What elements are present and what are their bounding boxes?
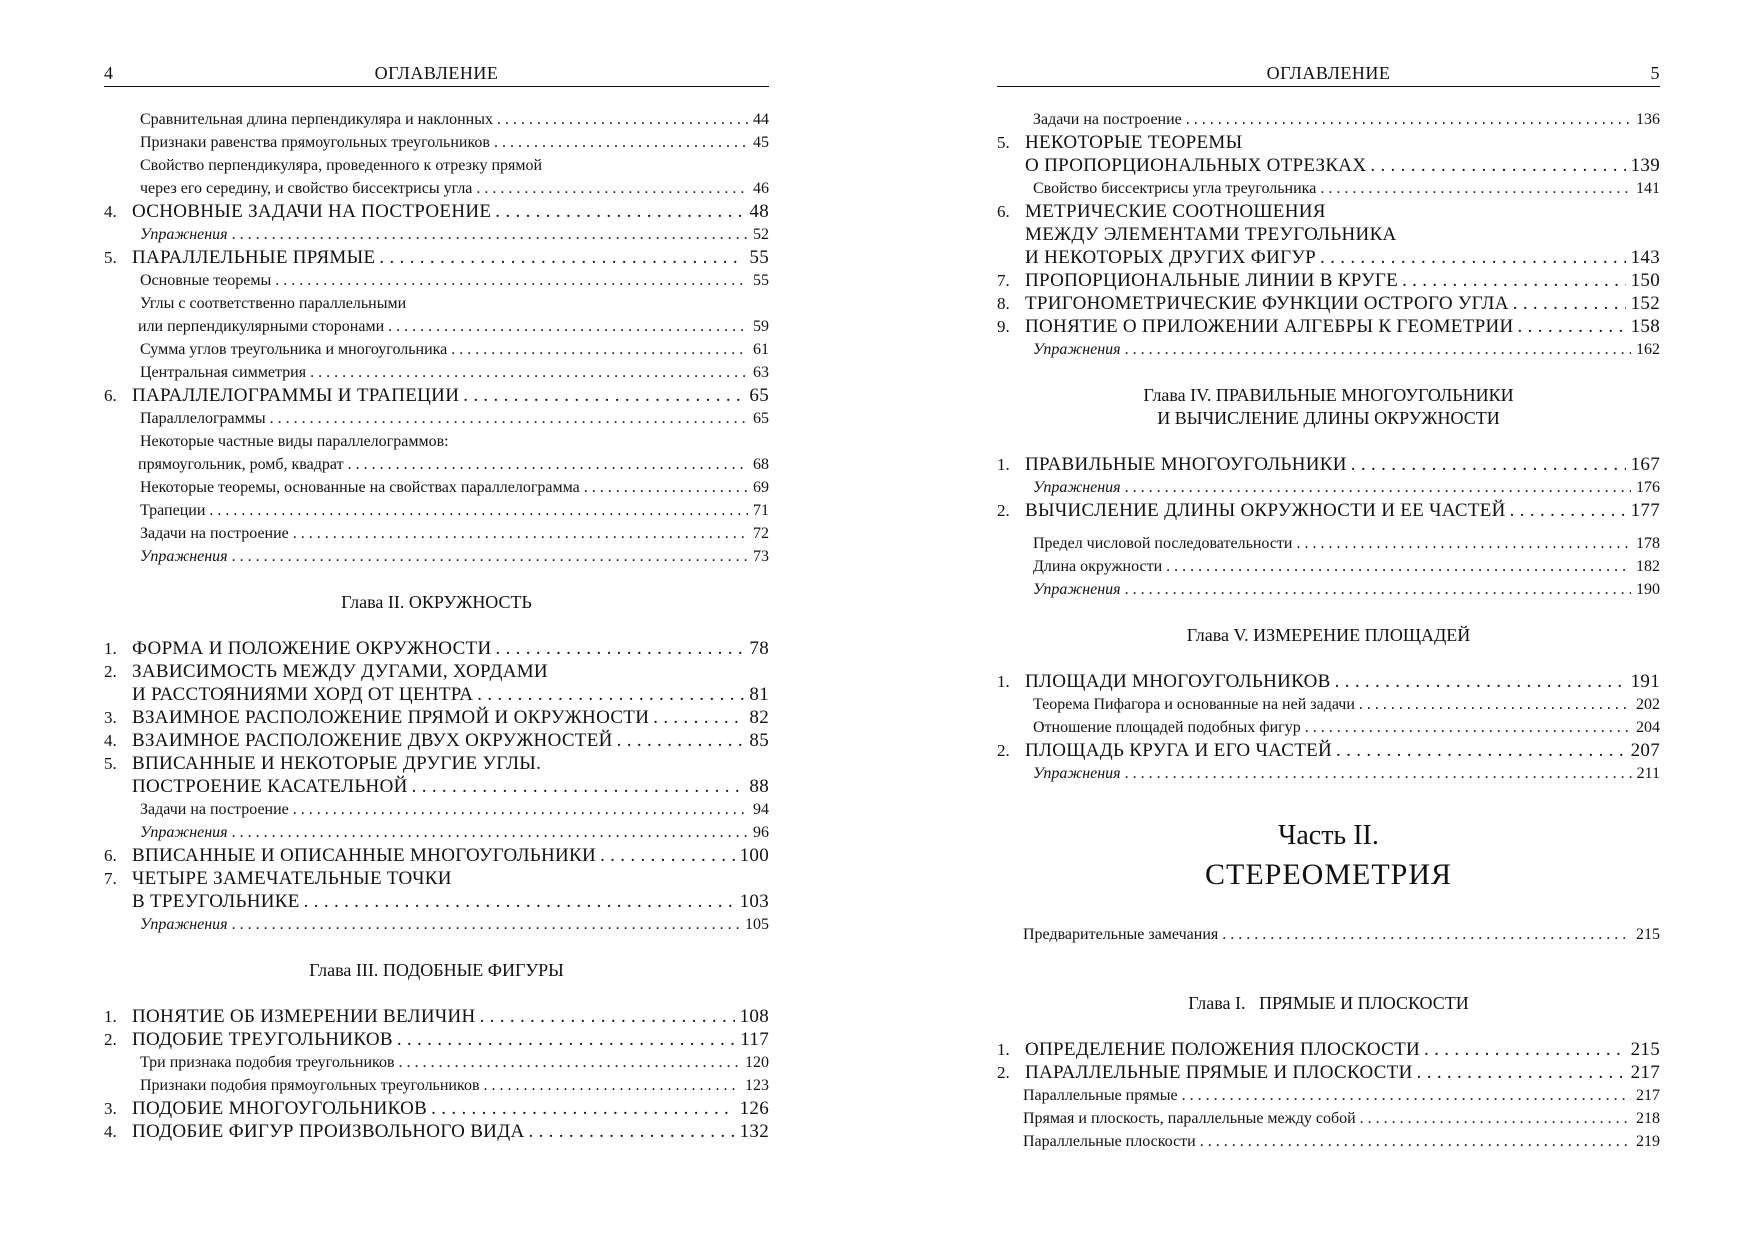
toc-left bbox=[104, 108, 769, 1143]
toc-section: 5. ПАРАЛЛЕЛЬНЫЕ ПРЯМЫЕ . . . 55 bbox=[104, 246, 769, 269]
running-head-left bbox=[104, 60, 769, 87]
toc-section: 1. ОПРЕДЕЛЕНИЕ ПОЛОЖЕНИЯ ПЛОСКОСТИ . . . 215 bbox=[997, 1038, 1660, 1061]
toc-section: 2. ПЛОЩАДЬ КРУГА И ЕГО ЧАСТЕЙ . . . 207 bbox=[997, 739, 1660, 762]
toc-entry: Некоторые частные виды параллелограммов: bbox=[140, 433, 449, 450]
toc-section: 6. МЕТРИЧЕСКИЕ СООТНОШЕНИЯ bbox=[997, 201, 1326, 222]
toc-entry: Признаки подобия прямоугольных треугольников . . . 123 bbox=[104, 1074, 769, 1097]
toc-section: 5. ВПИСАННЫЕ И НЕКОТОРЫЕ ДРУГИЕ УГЛЫ. bbox=[104, 753, 542, 774]
toc-entry: Длина окружности . . . 182 bbox=[997, 555, 1660, 578]
toc-entry: Три признака подобия треугольников . . . 120 bbox=[104, 1051, 769, 1074]
part-title: Часть II. bbox=[1278, 820, 1379, 851]
toc-entry: Задачи на построение . . . 72 bbox=[104, 522, 769, 545]
toc-section: 7. ПРОПОРЦИОНАЛЬНЫЕ ЛИНИИ В КРУГЕ . . . 150 bbox=[997, 269, 1660, 292]
toc-section: 2. ПАРАЛЛЕЛЬНЫЕ ПРЯМЫЕ И ПЛОСКОСТИ . . . 217 bbox=[997, 1061, 1660, 1084]
toc-section: 8. ТРИГОНОМЕТРИЧЕСКИЕ ФУНКЦИИ ОСТРОГО УГЛА . . . 152 bbox=[997, 292, 1660, 315]
toc-entry: или перпендикулярными сторонами . . . 59 bbox=[104, 315, 769, 338]
page-number: 4 bbox=[104, 63, 114, 83]
chapter-heading-cont: И ВЫЧИСЛЕНИЕ ДЛИНЫ ОКРУЖНОСТИ bbox=[1157, 408, 1500, 428]
toc-section: 2. ЗАВИСИМОСТЬ МЕЖДУ ДУГАМИ, ХОРДАМИ bbox=[104, 661, 548, 682]
toc-exercises: Упражнения . . . 73 bbox=[104, 545, 769, 568]
toc-entry: Углы с соответственно параллельными bbox=[140, 295, 407, 312]
toc-exercises: Упражнения . . . 162 bbox=[997, 338, 1660, 361]
page-number: 5 bbox=[1650, 63, 1660, 83]
toc-entry: Свойство перпендикуляра, проведенного к отрезку прямой bbox=[140, 157, 543, 174]
toc-entry: Основные теоремы . . . 55 bbox=[104, 269, 769, 292]
toc-section: 6. ВПИСАННЫЕ И ОПИСАННЫЕ МНОГОУГОЛЬНИКИ . . . 100 bbox=[104, 844, 769, 867]
toc-exercises: Упражнения . . . 190 bbox=[997, 578, 1660, 601]
toc-entry: Отношение площадей подобных фигур . . . 204 bbox=[997, 716, 1660, 739]
toc-section: 2. ПОДОБИЕ ТРЕУГОЛЬНИКОВ . . . 117 bbox=[104, 1028, 769, 1051]
toc-section: 3. ПОДОБИЕ МНОГОУГОЛЬНИКОВ . . . 126 bbox=[104, 1097, 769, 1120]
toc-entry: Параллельные прямые . . . 217 bbox=[997, 1084, 1660, 1107]
toc-section: В ТРЕУГОЛЬНИКЕ . . . 103 bbox=[104, 890, 769, 913]
chapter-heading: Глава V. ИЗМЕРЕНИЕ ПЛОЩАДЕЙ bbox=[1186, 625, 1471, 645]
running-title: ОГЛАВЛЕНИЕ bbox=[374, 63, 499, 83]
toc-entry: Параллелограммы . . . 65 bbox=[104, 407, 769, 430]
toc-entry: Центральная симметрия . . . 63 bbox=[104, 361, 769, 384]
toc-section: 9. ПОНЯТИЕ О ПРИЛОЖЕНИИ АЛГЕБРЫ К ГЕОМЕТРИИ . . . 158 bbox=[997, 315, 1660, 338]
toc-exercises: Упражнения . . . 96 bbox=[104, 821, 769, 844]
toc-section: 2. ВЫЧИСЛЕНИЕ ДЛИНЫ ОКРУЖНОСТИ И ЕЕ ЧАСТЕЙ . . . 177 bbox=[997, 499, 1660, 522]
toc-section: 1. ПЛОЩАДИ МНОГОУГОЛЬНИКОВ . . . 191 bbox=[997, 670, 1660, 693]
toc-section: ПОСТРОЕНИЕ КАСАТЕЛЬНОЙ . . . 88 bbox=[104, 775, 769, 798]
toc-entry: Признаки равенства прямоугольных треугольников . . . 45 bbox=[104, 131, 769, 154]
toc-entry: Параллельные плоскости . . . 219 bbox=[997, 1130, 1660, 1153]
toc-section: О ПРОПОРЦИОНАЛЬНЫХ ОТРЕЗКАХ . . . 139 bbox=[997, 154, 1660, 177]
toc-exercises: Упражнения . . . 211 bbox=[997, 762, 1660, 785]
toc-entry: Теорема Пифагора и основанные на ней задачи . . . 202 bbox=[997, 693, 1660, 716]
chapter-heading: Глава I. ПРЯМЫЕ И ПЛОСКОСТИ bbox=[1188, 993, 1469, 1013]
toc-entry: Предел числовой последовательности . . . 178 bbox=[997, 532, 1660, 555]
toc-preface: Предварительные замечания . . . 215 bbox=[997, 923, 1660, 946]
toc-section: 1. ПРАВИЛЬНЫЕ МНОГОУГОЛЬНИКИ . . . 167 bbox=[997, 453, 1660, 476]
toc-section: 3. ВЗАИМНОЕ РАСПОЛОЖЕНИЕ ПРЯМОЙ И ОКРУЖНОСТИ . . . 82 bbox=[104, 706, 769, 729]
toc-section: И РАССТОЯНИЯМИ ХОРД ОТ ЦЕНТРА . . . 81 bbox=[104, 683, 769, 706]
toc-section: 7. ЧЕТЫРЕ ЗАМЕЧАТЕЛЬНЫЕ ТОЧКИ bbox=[104, 868, 452, 889]
toc-section: 1. ПОНЯТИЕ ОБ ИЗМЕРЕНИИ ВЕЛИЧИН . . . 108 bbox=[104, 1005, 769, 1028]
toc-section: 4. ПОДОБИЕ ФИГУР ПРОИЗВОЛЬНОГО ВИДА . . . 132 bbox=[104, 1120, 769, 1143]
toc-exercises: Упражнения . . . 105 bbox=[104, 913, 769, 936]
toc-entry: Сумма углов треугольника и многоугольника . . . 61 bbox=[104, 338, 769, 361]
chapter-heading: Глава II. ОКРУЖНОСТЬ bbox=[341, 592, 532, 612]
toc-section: 4. ВЗАИМНОЕ РАСПОЛОЖЕНИЕ ДВУХ ОКРУЖНОСТЕЙ . . . 85 bbox=[104, 729, 769, 752]
toc-section: И НЕКОТОРЫХ ДРУГИХ ФИГУР . . . 143 bbox=[997, 246, 1660, 269]
toc-section: 6. ПАРАЛЛЕЛОГРАММЫ И ТРАПЕЦИИ . . . 65 bbox=[104, 384, 769, 407]
toc-section: 4. ОСНОВНЫЕ ЗАДАЧИ НА ПОСТРОЕНИЕ . . . 48 bbox=[104, 200, 769, 223]
toc-section: МЕЖДУ ЭЛЕМЕНТАМИ ТРЕУГОЛЬНИКА bbox=[1025, 224, 1397, 245]
running-head-right bbox=[997, 60, 1660, 87]
toc-entry: через его середину, и свойство биссектрисы угла . . . 46 bbox=[104, 177, 769, 200]
toc-exercises: Упражнения . . . 176 bbox=[997, 476, 1660, 499]
chapter-heading: Глава III. ПОДОБНЫЕ ФИГУРЫ bbox=[309, 960, 564, 980]
running-title: ОГЛАВЛЕНИЕ bbox=[1266, 63, 1391, 83]
toc-right bbox=[997, 108, 1660, 1153]
toc-section: 1. ФОРМА И ПОЛОЖЕНИЕ ОКРУЖНОСТИ . . . 78 bbox=[104, 637, 769, 660]
toc-exercises: Упражнения . . . 52 bbox=[104, 223, 769, 246]
toc-entry: Трапеции . . . 71 bbox=[104, 499, 769, 522]
chapter-heading: Глава IV. ПРАВИЛЬНЫЕ МНОГОУГОЛЬНИКИ bbox=[1143, 385, 1514, 405]
toc-entry: прямоугольник, ромб, квадрат . . . 68 bbox=[104, 453, 769, 476]
toc-entry: Сравнительная длина перпендикуляра и наклонных . . . 44 bbox=[104, 108, 769, 131]
toc-entry: Задачи на построение . . . 136 bbox=[997, 108, 1660, 131]
toc-entry: Некоторые теоремы, основанные на свойствах параллелограмма . . . 69 bbox=[104, 476, 769, 499]
toc-section: 5. НЕКОТОРЫЕ ТЕОРЕМЫ bbox=[997, 132, 1243, 153]
toc-entry: Свойство биссектрисы угла треугольника . . . 141 bbox=[997, 177, 1660, 200]
part-subtitle: СТЕРЕОМЕТРИЯ bbox=[1204, 858, 1453, 891]
toc-entry: Задачи на построение . . . 94 bbox=[104, 798, 769, 821]
toc-entry: Прямая и плоскость, параллельные между собой . . . 218 bbox=[997, 1107, 1660, 1130]
